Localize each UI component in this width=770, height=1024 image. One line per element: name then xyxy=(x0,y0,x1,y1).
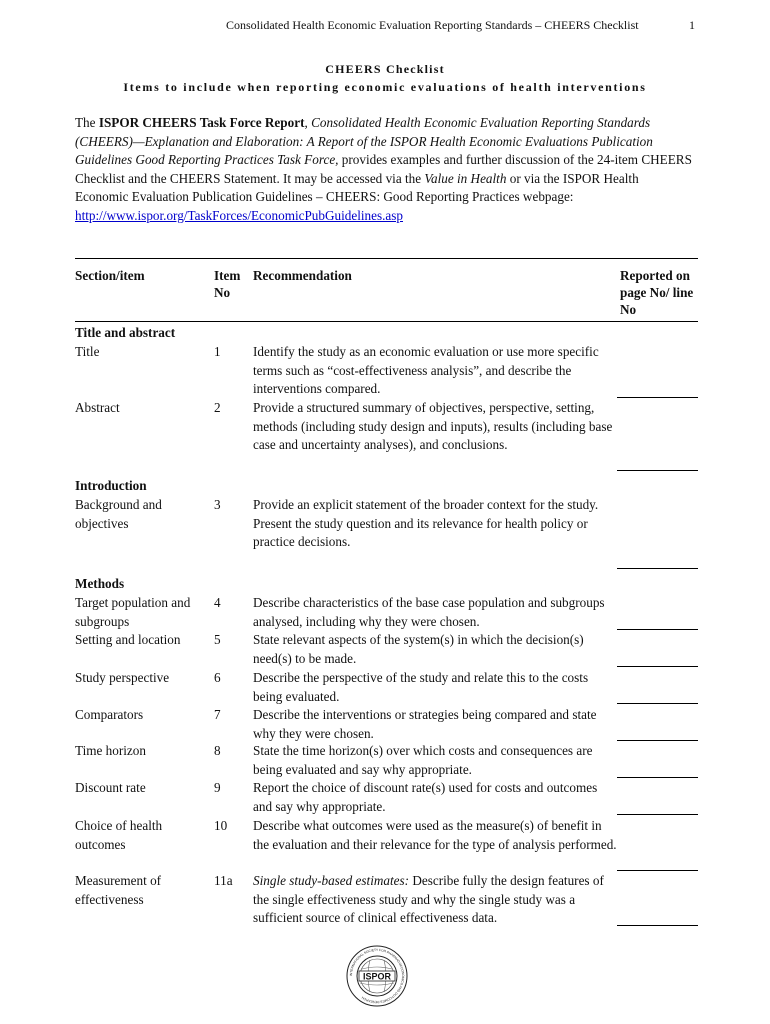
item-number: 4 xyxy=(214,595,221,610)
reported-entry-line[interactable] xyxy=(617,666,698,667)
item-label: Measurement of effectiveness xyxy=(75,873,162,907)
item-recommendation xyxy=(253,872,617,928)
reported-entry-line[interactable] xyxy=(617,925,698,926)
intro-text-1: The xyxy=(75,115,99,130)
intro-text-3: , xyxy=(304,115,312,130)
item-label: Target population and subgroups xyxy=(75,595,191,629)
reported-entry-line[interactable] xyxy=(617,777,698,778)
item-number: 9 xyxy=(214,780,221,795)
item-label: Abstract xyxy=(75,400,120,415)
guidelines-link[interactable]: http://www.ispor.org/TaskForces/EconomicPubGuidelines.asp xyxy=(75,207,403,223)
document-title: CHEERS Checklist xyxy=(325,62,445,76)
intro-text-7: or via the ISPOR Health Economic Evaluation Publication Guidelines – CHEERS: Good Reporting Practices webpage: xyxy=(75,170,639,204)
document-subtitle: Items to include when reporting economic evaluations of health interventions xyxy=(123,80,647,94)
reported-entry-line[interactable] xyxy=(617,397,698,398)
recommendation-emphasis: Single study-based estimates: xyxy=(253,873,410,888)
item-label: Background and objectives xyxy=(75,497,162,531)
reported-entry-line[interactable] xyxy=(617,740,698,741)
intro-journal-name: Value in Health xyxy=(424,170,507,186)
logo-ring-text: INTERNATIONAL SOCIETY FOR PHARMACOECONOMICS AND OUTCOMES RESEARCH xyxy=(348,947,406,1005)
item-number: 6 xyxy=(214,670,221,685)
item-number: 2 xyxy=(214,400,221,415)
reported-entry-line[interactable] xyxy=(617,814,698,815)
item-recommendation xyxy=(253,496,617,552)
section-methods: Methods xyxy=(75,576,125,591)
item-label: Title xyxy=(75,344,100,359)
item-recommendation: State the time horizon(s) over which costs and consequences are being evaluated and say why appropriate. xyxy=(253,743,593,777)
item-number: 5 xyxy=(214,632,221,647)
item-label: Time horizon xyxy=(75,743,146,758)
item-recommendation: Describe the interventions or strategies being compared and state why they were chosen. xyxy=(253,707,597,741)
intro-paragraph xyxy=(75,114,695,225)
item-label: Discount rate xyxy=(75,780,146,795)
item-number: 1 xyxy=(214,344,221,359)
item-label: Study perspective xyxy=(75,670,170,685)
recommendation-text: Describe fully the design features of the single effectiveness study and why the single study was a sufficient source of clinical effectiveness data. xyxy=(253,873,604,925)
item-label: Choice of health outcomes xyxy=(75,818,163,852)
page-number: 1 xyxy=(689,18,695,32)
item-recommendation: Describe the perspective of the study and relate this to the costs being evaluated. xyxy=(253,670,589,704)
item-recommendation: Describe what outcomes were used as the measure(s) of benefit in the evaluation and their relevance for the type of analysis performed. xyxy=(253,818,617,852)
section-title-abstract: Title and abstract xyxy=(75,325,176,340)
reported-entry-line[interactable] xyxy=(617,629,698,630)
item-recommendation: Identify the study as an economic evaluation or use more specific terms such as “cost-effectiveness analysis”, and describe the interventions compared. xyxy=(253,344,599,396)
item-number: 7 xyxy=(214,707,221,722)
item-number: 8 xyxy=(214,743,221,758)
ispor-logo xyxy=(346,945,408,1007)
reported-entry-line[interactable] xyxy=(617,703,698,704)
item-number: 10 xyxy=(214,818,228,833)
table-header-rule xyxy=(75,321,698,322)
recommendation-part-2: Present the study question and its relevance for health policy or practice decisions. xyxy=(253,515,588,549)
recommendation-part-1: Provide an explicit statement of the broader context for the study. xyxy=(253,497,599,512)
running-title: Consolidated Health Economic Evaluation Reporting Standards – CHEERS Checklist xyxy=(226,18,639,32)
table-top-rule xyxy=(75,258,698,259)
item-recommendation: Report the choice of discount rate(s) used for costs and outcomes and say why appropriate. xyxy=(253,780,598,814)
item-number: 11a xyxy=(214,873,233,888)
item-label: Setting and location xyxy=(75,632,181,647)
reported-entry-line[interactable] xyxy=(617,470,698,471)
item-recommendation: Describe characteristics of the base case population and subgroups analysed, including why they were chosen. xyxy=(253,595,605,629)
intro-text-5: provides examples and further discussion of the 24-item CHEERS Checklist and the CHEERS Statement. It may be accessed via the xyxy=(75,152,692,186)
header-item-no: Item No xyxy=(214,268,241,300)
intro-task-force-report: ISPOR CHEERS Task Force Report xyxy=(98,115,305,130)
reported-entry-line[interactable] xyxy=(617,870,698,871)
item-recommendation: Provide a structured summary of objectives, perspective, setting, methods (including study design and inputs), results (including base case and uncertainty analyses), and conclusions. xyxy=(253,400,613,452)
item-label: Comparators xyxy=(75,707,144,722)
item-recommendation: State relevant aspects of the system(s) in which the decision(s) need(s) to be made. xyxy=(253,632,584,666)
section-introduction: Introduction xyxy=(75,478,147,493)
header-reported: Reported on page No/ line No xyxy=(620,268,694,317)
reported-entry-line[interactable] xyxy=(617,568,698,569)
header-section-item: Section/item xyxy=(75,268,145,283)
running-header xyxy=(0,18,770,34)
item-number: 3 xyxy=(214,497,221,512)
header-recommendation: Recommendation xyxy=(253,268,352,283)
intro-report-title: Consolidated Health Economic Evaluation Reporting Standards (CHEERS)—Explanation and Elaboration: A Report of the ISPOR Health Economic Evaluations Publication Guidelines Good Reporting Practices Task Force, xyxy=(75,115,653,167)
logo-text: ISPOR xyxy=(362,971,392,982)
